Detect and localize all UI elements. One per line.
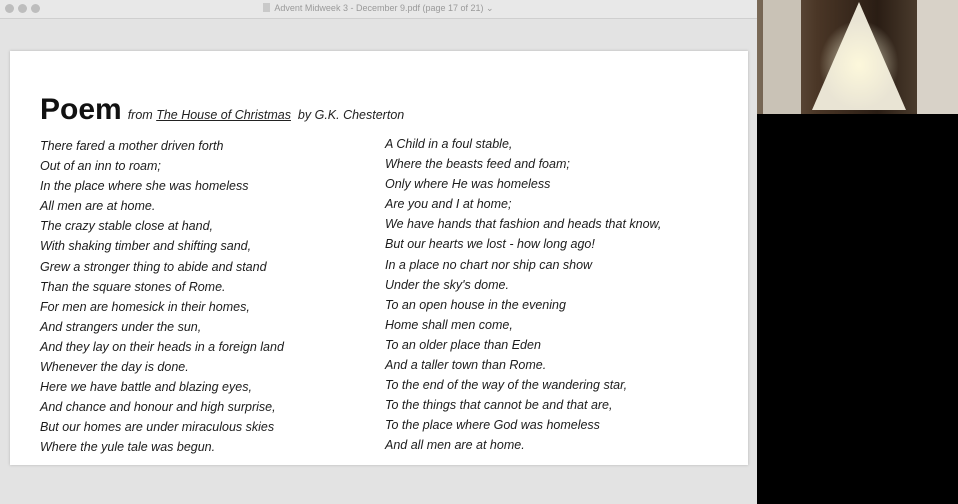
pdf-file-icon bbox=[263, 3, 270, 12]
video-window-left bbox=[763, 0, 801, 114]
poem-line: To the things that cannot be and that are, bbox=[385, 398, 613, 413]
poem-line: To an open house in the evening bbox=[385, 297, 566, 312]
heading-title: Poem bbox=[40, 93, 122, 126]
poem-line: Where the yule tale was begun. bbox=[40, 440, 216, 455]
poem-line: There fared a mother driven forth bbox=[40, 139, 224, 153]
heading-book-title: The House of Christmas bbox=[156, 108, 291, 122]
heading-author: by G.K. Chesterton bbox=[297, 108, 405, 122]
poem-line: Out of an inn to roam; bbox=[40, 159, 161, 174]
poem-line: And all men are at home. bbox=[385, 438, 525, 453]
poem-line: Under the sky's dome. bbox=[385, 277, 509, 292]
video-feed-thumbnail[interactable] bbox=[757, 0, 958, 114]
poem-column-left bbox=[40, 136, 284, 458]
poem-line: The crazy stable close at hand, bbox=[40, 219, 214, 234]
window-titlebar bbox=[0, 0, 757, 19]
poem-line: A Child in a foul stable, bbox=[385, 137, 513, 151]
window-title-text: Advent Midweek 3 - December 9.pdf (page 17 of 21) bbox=[274, 3, 484, 13]
heading-from: from bbox=[127, 108, 153, 122]
poem-line: And chance and honour and high surprise, bbox=[40, 400, 276, 415]
tree-lights-glow bbox=[819, 20, 899, 110]
poem-line: Here we have battle and blazing eyes, bbox=[40, 380, 252, 395]
poem-line: To the place where God was homeless bbox=[385, 418, 600, 433]
poem-line: But our hearts we lost - how long ago! bbox=[385, 237, 595, 252]
poem-line: Grew a stronger thing to abide and stand bbox=[40, 259, 267, 274]
poem-line: We have hands that fashion and heads that know, bbox=[385, 217, 662, 232]
page-heading bbox=[40, 93, 404, 127]
poem-line: With shaking timber and shifting sand, bbox=[40, 239, 252, 254]
poem-line: And strangers under the sun, bbox=[40, 319, 202, 334]
heading-subtitle bbox=[128, 108, 405, 122]
poem-line: And they lay on their heads in a foreign land bbox=[40, 339, 284, 354]
poem-line: In a place no chart nor ship can show bbox=[385, 257, 593, 272]
poem-line: Than the square stones of Rome. bbox=[40, 279, 226, 294]
poem-line: For men are homesick in their homes, bbox=[40, 299, 250, 314]
poem-line: All men are at home. bbox=[40, 199, 156, 214]
poem-line: To the end of the way of the wandering star, bbox=[385, 378, 628, 393]
poem-line: But our homes are under miraculous skies bbox=[40, 420, 275, 435]
poem-line: Whenever the day is done. bbox=[40, 360, 189, 375]
chevron-down-icon[interactable]: ⌄ bbox=[486, 3, 494, 13]
poem-line: Only where He was homeless bbox=[385, 177, 551, 192]
pdf-page bbox=[10, 51, 748, 465]
poem-line: To an older place than Eden bbox=[385, 337, 541, 352]
video-window-right bbox=[917, 0, 958, 114]
poem-line: In the place where she was homeless bbox=[40, 179, 249, 194]
poem-line: And a taller town than Rome. bbox=[385, 358, 547, 373]
poem-column-right bbox=[385, 134, 661, 456]
window-title[interactable] bbox=[0, 3, 757, 14]
poem-line: Where the beasts feed and foam; bbox=[385, 157, 570, 172]
poem-line: Are you and I at home; bbox=[385, 197, 512, 212]
poem-line: Home shall men come, bbox=[385, 317, 513, 332]
